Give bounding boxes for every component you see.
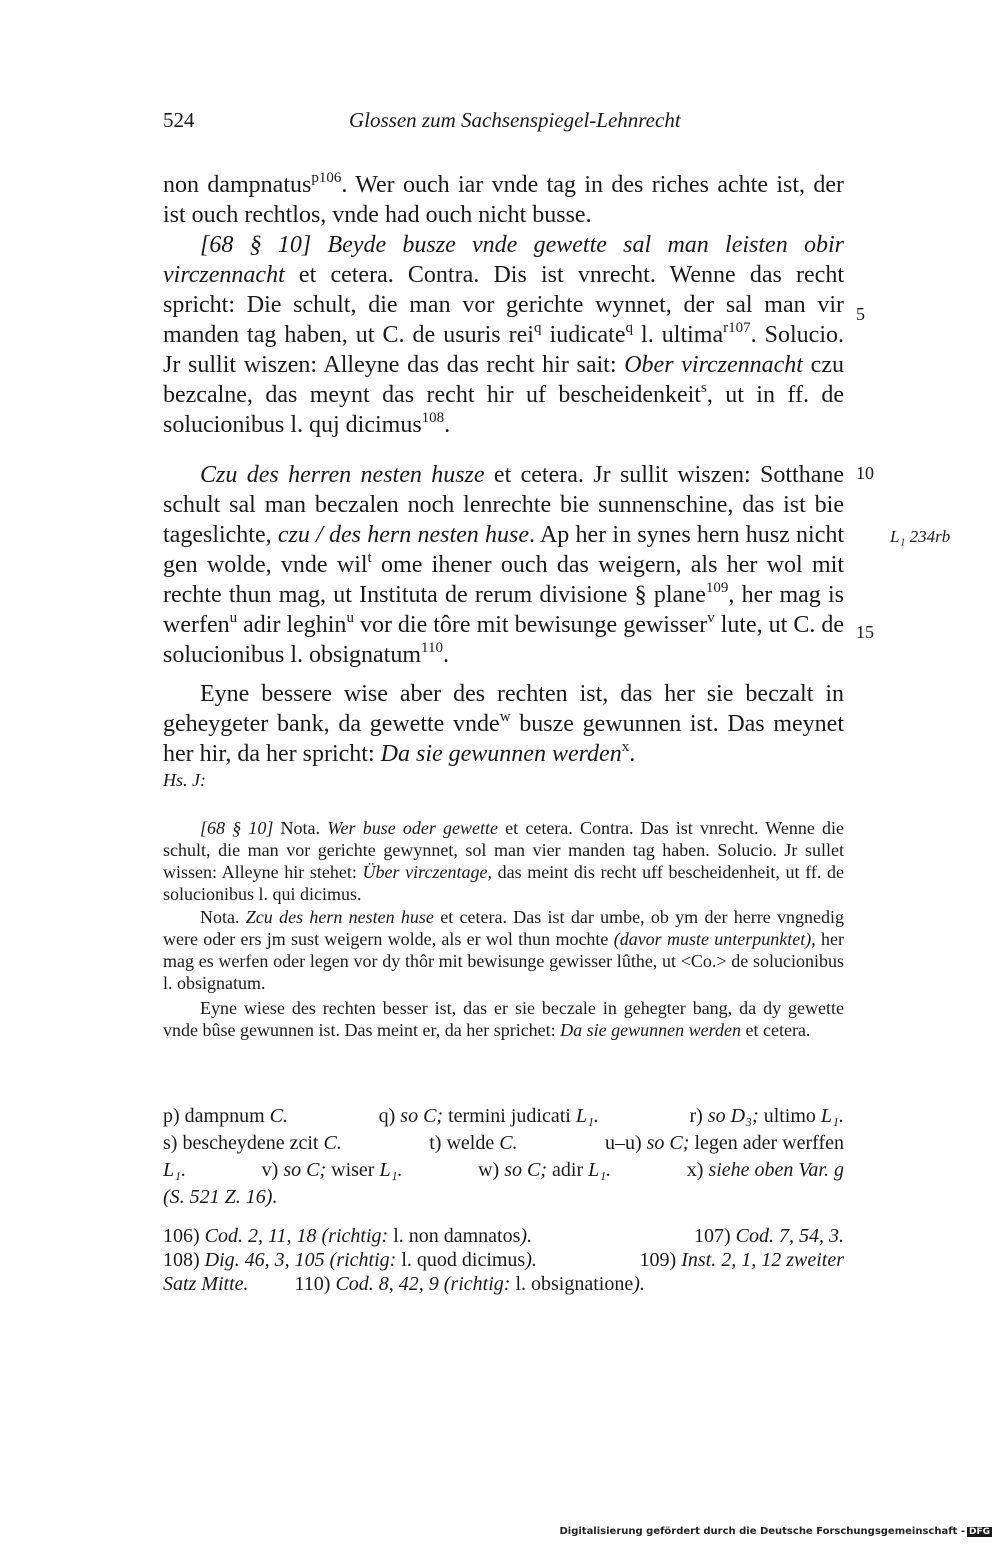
text-run: . Ap her in synes hern husz nicht gen wolde, vnde wil [163, 522, 845, 578]
text-run: vor die tôre mit bewisunge gewisser [353, 612, 708, 638]
variant-apparatus [163, 1103, 844, 1211]
text-run: et cetera. Das ist dar umbe, ob ym der herre vngnedig were oder ers jm sust weigern wolde, als er wol thun mochte [163, 907, 844, 949]
italic-run: Da sie gewunnen werden [380, 741, 622, 767]
text-run: et cetera. Contra. Das ist vnrecht. Wenne die schult, die man vor gerichte gewynnet, sol man vier manden tag haben. Solucio. Jr sullet wissen: Alleyne hir stehet: [163, 818, 844, 882]
main-text-block-2 [163, 460, 844, 670]
italic-run: so C; [400, 1105, 444, 1127]
italic-run: L₁. [379, 1159, 403, 1181]
line-number-5: 5 [856, 304, 865, 324]
italic-run: L₁. [820, 1105, 844, 1127]
footer-text: Digitalisierung gefördert durch die Deutsche Forschungsgemeinschaft - [559, 1526, 965, 1537]
superscript-marker: 110 [421, 640, 443, 656]
variant-entry [690, 1103, 844, 1130]
footnote-entry [163, 1248, 537, 1272]
italic-run: Cod. 2, 11, 18 (richtig: [204, 1225, 389, 1247]
italic-run: L₁. [575, 1105, 599, 1127]
text-run: , das meint dis recht uff bescheidenheit, ut ff. de solucionibus l. qui dicimus. [163, 862, 844, 904]
main-paragraph-2 [163, 230, 844, 440]
italic-run: (S. 521 Z. 16). [163, 1186, 278, 1208]
text-run: lute, ut C. de solucionibus l. obsignatum [163, 612, 845, 668]
italic-run: Dig. 46, 3, 105 (richtig: [204, 1249, 397, 1271]
italic-run: czu / des hern nesten huse [277, 522, 530, 548]
superscript-marker: w [499, 709, 511, 725]
superscript-marker: v [707, 610, 715, 626]
text-run: l. quod dicimus [396, 1249, 526, 1271]
superscript-marker: x [621, 739, 630, 755]
margin-folio-note: L₁ 234rb [890, 527, 951, 546]
variant-row [163, 1157, 844, 1184]
main-text-block-3 [163, 679, 844, 769]
italic-run: Da sie gewunnen werden [560, 1020, 741, 1040]
text-run: czu bezcalne, das meynt das recht hir uf bescheidenkeit [163, 352, 844, 408]
footnote-entry [163, 1224, 532, 1248]
superscript-marker: t [367, 550, 372, 566]
text-run: . [442, 642, 449, 668]
text-run: . Solucio. Jr sullit wiszen: Alleyne das das recht hir sait: [163, 322, 845, 378]
text-run: adir [547, 1159, 589, 1181]
text-run: l. non damnatos [388, 1225, 521, 1247]
variant-row [163, 1184, 844, 1211]
line-number-10: 10 [856, 463, 874, 483]
main-paragraph-3 [163, 460, 844, 670]
variant-entry [163, 1184, 277, 1211]
text-run: et cetera. [740, 1020, 811, 1040]
italic-run: Czu des herren nesten husze [200, 462, 485, 488]
text-run: termini judicati [443, 1105, 576, 1127]
main-text-block-1 [163, 170, 844, 440]
italic-run: Satz Mitte. [163, 1273, 249, 1295]
superscript-marker: p106 [311, 170, 342, 186]
text-run: non dampnatus [163, 172, 312, 198]
text-run: u–u) [604, 1132, 647, 1154]
variant-entry [429, 1130, 517, 1157]
hs-text-2 [163, 906, 844, 994]
text-run: adir leghin [237, 612, 347, 638]
italic-run: Über virczentage [362, 862, 488, 882]
text-run: r) [689, 1105, 708, 1127]
superscript-marker: u [229, 610, 238, 626]
text-run: w) [478, 1159, 505, 1181]
superscript-marker: 108 [421, 410, 445, 426]
footnote-entry [640, 1248, 844, 1272]
text-run: Eyne bessere wise aber des rechten ist, das her sie beczalt in geheygeter bank, da gewette vnde [163, 681, 844, 737]
italic-run: Zcu des hern nesten huse [245, 907, 434, 927]
text-run: 106) [163, 1225, 205, 1247]
text-run: x) [686, 1159, 709, 1181]
italic-run: C. [269, 1105, 288, 1127]
text-run: busze gewunnen ist. Das meynet her hir, da her spricht: [163, 711, 844, 767]
text-run: iudicate [541, 322, 626, 348]
text-run: ome ihener ouch das weigern, als her wol mit rechte thun mag, ut Instituta de rerum divisione § plane [163, 552, 844, 608]
superscript-marker: u [346, 610, 354, 626]
text-run: Nota. [200, 907, 246, 927]
italic-run: C. [499, 1132, 518, 1154]
italic-run: Beyde busze vnde gewette sal man leisten obir virczennacht [163, 232, 844, 288]
italic-run: siehe oben Var. g [708, 1159, 844, 1181]
text-run: Nota. [273, 818, 328, 838]
italic-run: Wer buse oder gewette [327, 818, 499, 838]
text-run: , ut in ff. de solucionibus l. quj dicimus [163, 382, 844, 438]
italic-run: so D₃; [707, 1105, 759, 1127]
italic-run: ). [633, 1273, 645, 1295]
italic-run: ). [520, 1225, 533, 1247]
hs-text-3 [163, 997, 844, 1041]
main-paragraph-4 [163, 679, 844, 769]
hs-label: Hs. J: [163, 770, 206, 790]
text-run: Eyne wiese des rechten besser ist, das er sie beczale in gehegter bang, da dy gewette vnde bûse gewunnen ist. Das meint er, da her sprichet: [163, 998, 844, 1040]
text-run: . [629, 741, 636, 767]
text-run: . Wer ouch iar vnde tag in des riches achte ist, der ist ouch rechtlos, vnde had ouch nicht busse. [163, 172, 844, 228]
text-run: 108) [163, 1249, 205, 1271]
text-run: s) bescheydene zcit [163, 1132, 324, 1154]
superscript-marker: r107 [723, 320, 751, 336]
dfg-logo: DFG [968, 1527, 990, 1537]
text-run: v) [261, 1159, 284, 1181]
footnote-apparatus [163, 1224, 844, 1296]
text-run: . [444, 412, 451, 438]
italic-run: [68 § 10] [200, 232, 328, 258]
superscript-marker: q [625, 320, 633, 336]
hs-paragraph-2 [163, 906, 844, 994]
italic-run: Cod. 8, 42, 9 (richtig: [335, 1273, 511, 1295]
text-run: et cetera. Jr sullit wiszen: Sotthane schult sal man beczalen noch lenrechte bie sunnenschine, das ist bie tageslichte, [163, 462, 845, 548]
text-run: legen ader werffen [689, 1132, 844, 1154]
variant-row [163, 1130, 844, 1157]
page-number: 524 [163, 108, 195, 132]
variant-entry [687, 1157, 844, 1184]
text-run: wiser [326, 1159, 380, 1181]
italic-run: ). [525, 1249, 537, 1271]
superscript-marker: s [700, 380, 707, 396]
italic-run: L₁. [163, 1159, 187, 1181]
text-run: q) [378, 1105, 401, 1127]
main-paragraph-1 [163, 170, 844, 230]
italic-run: unterpunktet) [714, 929, 812, 949]
text-run: l. ultima [633, 322, 724, 348]
italic-run: so C; [283, 1159, 327, 1181]
variant-entry [379, 1103, 599, 1130]
variant-entry [163, 1130, 342, 1157]
running-title: Glossen zum Sachsenspiegel-Lehnrecht [349, 108, 681, 132]
italic-run: (davor muste [613, 929, 715, 949]
footnote-row [163, 1248, 844, 1272]
text-run: l. obsignatione [510, 1273, 634, 1295]
text-run: t) welde [429, 1132, 500, 1154]
line-number-15: 15 [856, 622, 874, 642]
italic-run: so C; [646, 1132, 690, 1154]
variant-row [163, 1103, 844, 1130]
footnote-row [163, 1272, 844, 1296]
variant-entry [163, 1103, 288, 1130]
text-run: 110) [294, 1273, 336, 1295]
italic-run: [68 § 10] [200, 818, 274, 838]
hs-paragraph-3 [163, 997, 844, 1041]
variant-entry [163, 1157, 186, 1184]
text-run: p) dampnum [163, 1105, 270, 1127]
superscript-marker: q [533, 320, 542, 336]
footnote-entry [295, 1272, 645, 1296]
italic-run: Inst. 2, 1, 12 zweiter [681, 1249, 844, 1271]
hs-text-1 [163, 817, 844, 905]
text-run: , her mag es werfen oder legen vor dy thôr mit bewisunge gewisser lûthe, ut <Co.> de solucionibus l. obsignatum. [163, 929, 844, 993]
dfg-footer [559, 1526, 992, 1537]
text-run: 109) [639, 1249, 682, 1271]
footnote-entry [694, 1224, 844, 1248]
variant-entry [478, 1157, 611, 1184]
italic-run: L₁. [588, 1159, 612, 1181]
variant-entry [605, 1130, 844, 1157]
footnote-row [163, 1224, 844, 1248]
text-run: ultimo [758, 1105, 821, 1127]
italic-run: Ober virczennacht [624, 352, 803, 378]
italic-run: C. [323, 1132, 342, 1154]
footnote-entry [163, 1272, 249, 1296]
italic-run: Cod. 7, 54, 3. [735, 1225, 844, 1247]
italic-run: so C; [504, 1159, 548, 1181]
text-run: et cetera. Contra. Dis ist vnrecht. Wenne das recht spricht: Die schult, die man vor gerichte wynnet, der sal man vir manden tag haben, ut C. de usuris rei [163, 262, 844, 348]
variant-entry [262, 1157, 403, 1184]
text-run: , her mag is werfen [163, 582, 844, 638]
text-run: 107) [693, 1225, 736, 1247]
superscript-marker: 109 [705, 580, 729, 596]
hs-paragraph-1 [163, 817, 844, 905]
